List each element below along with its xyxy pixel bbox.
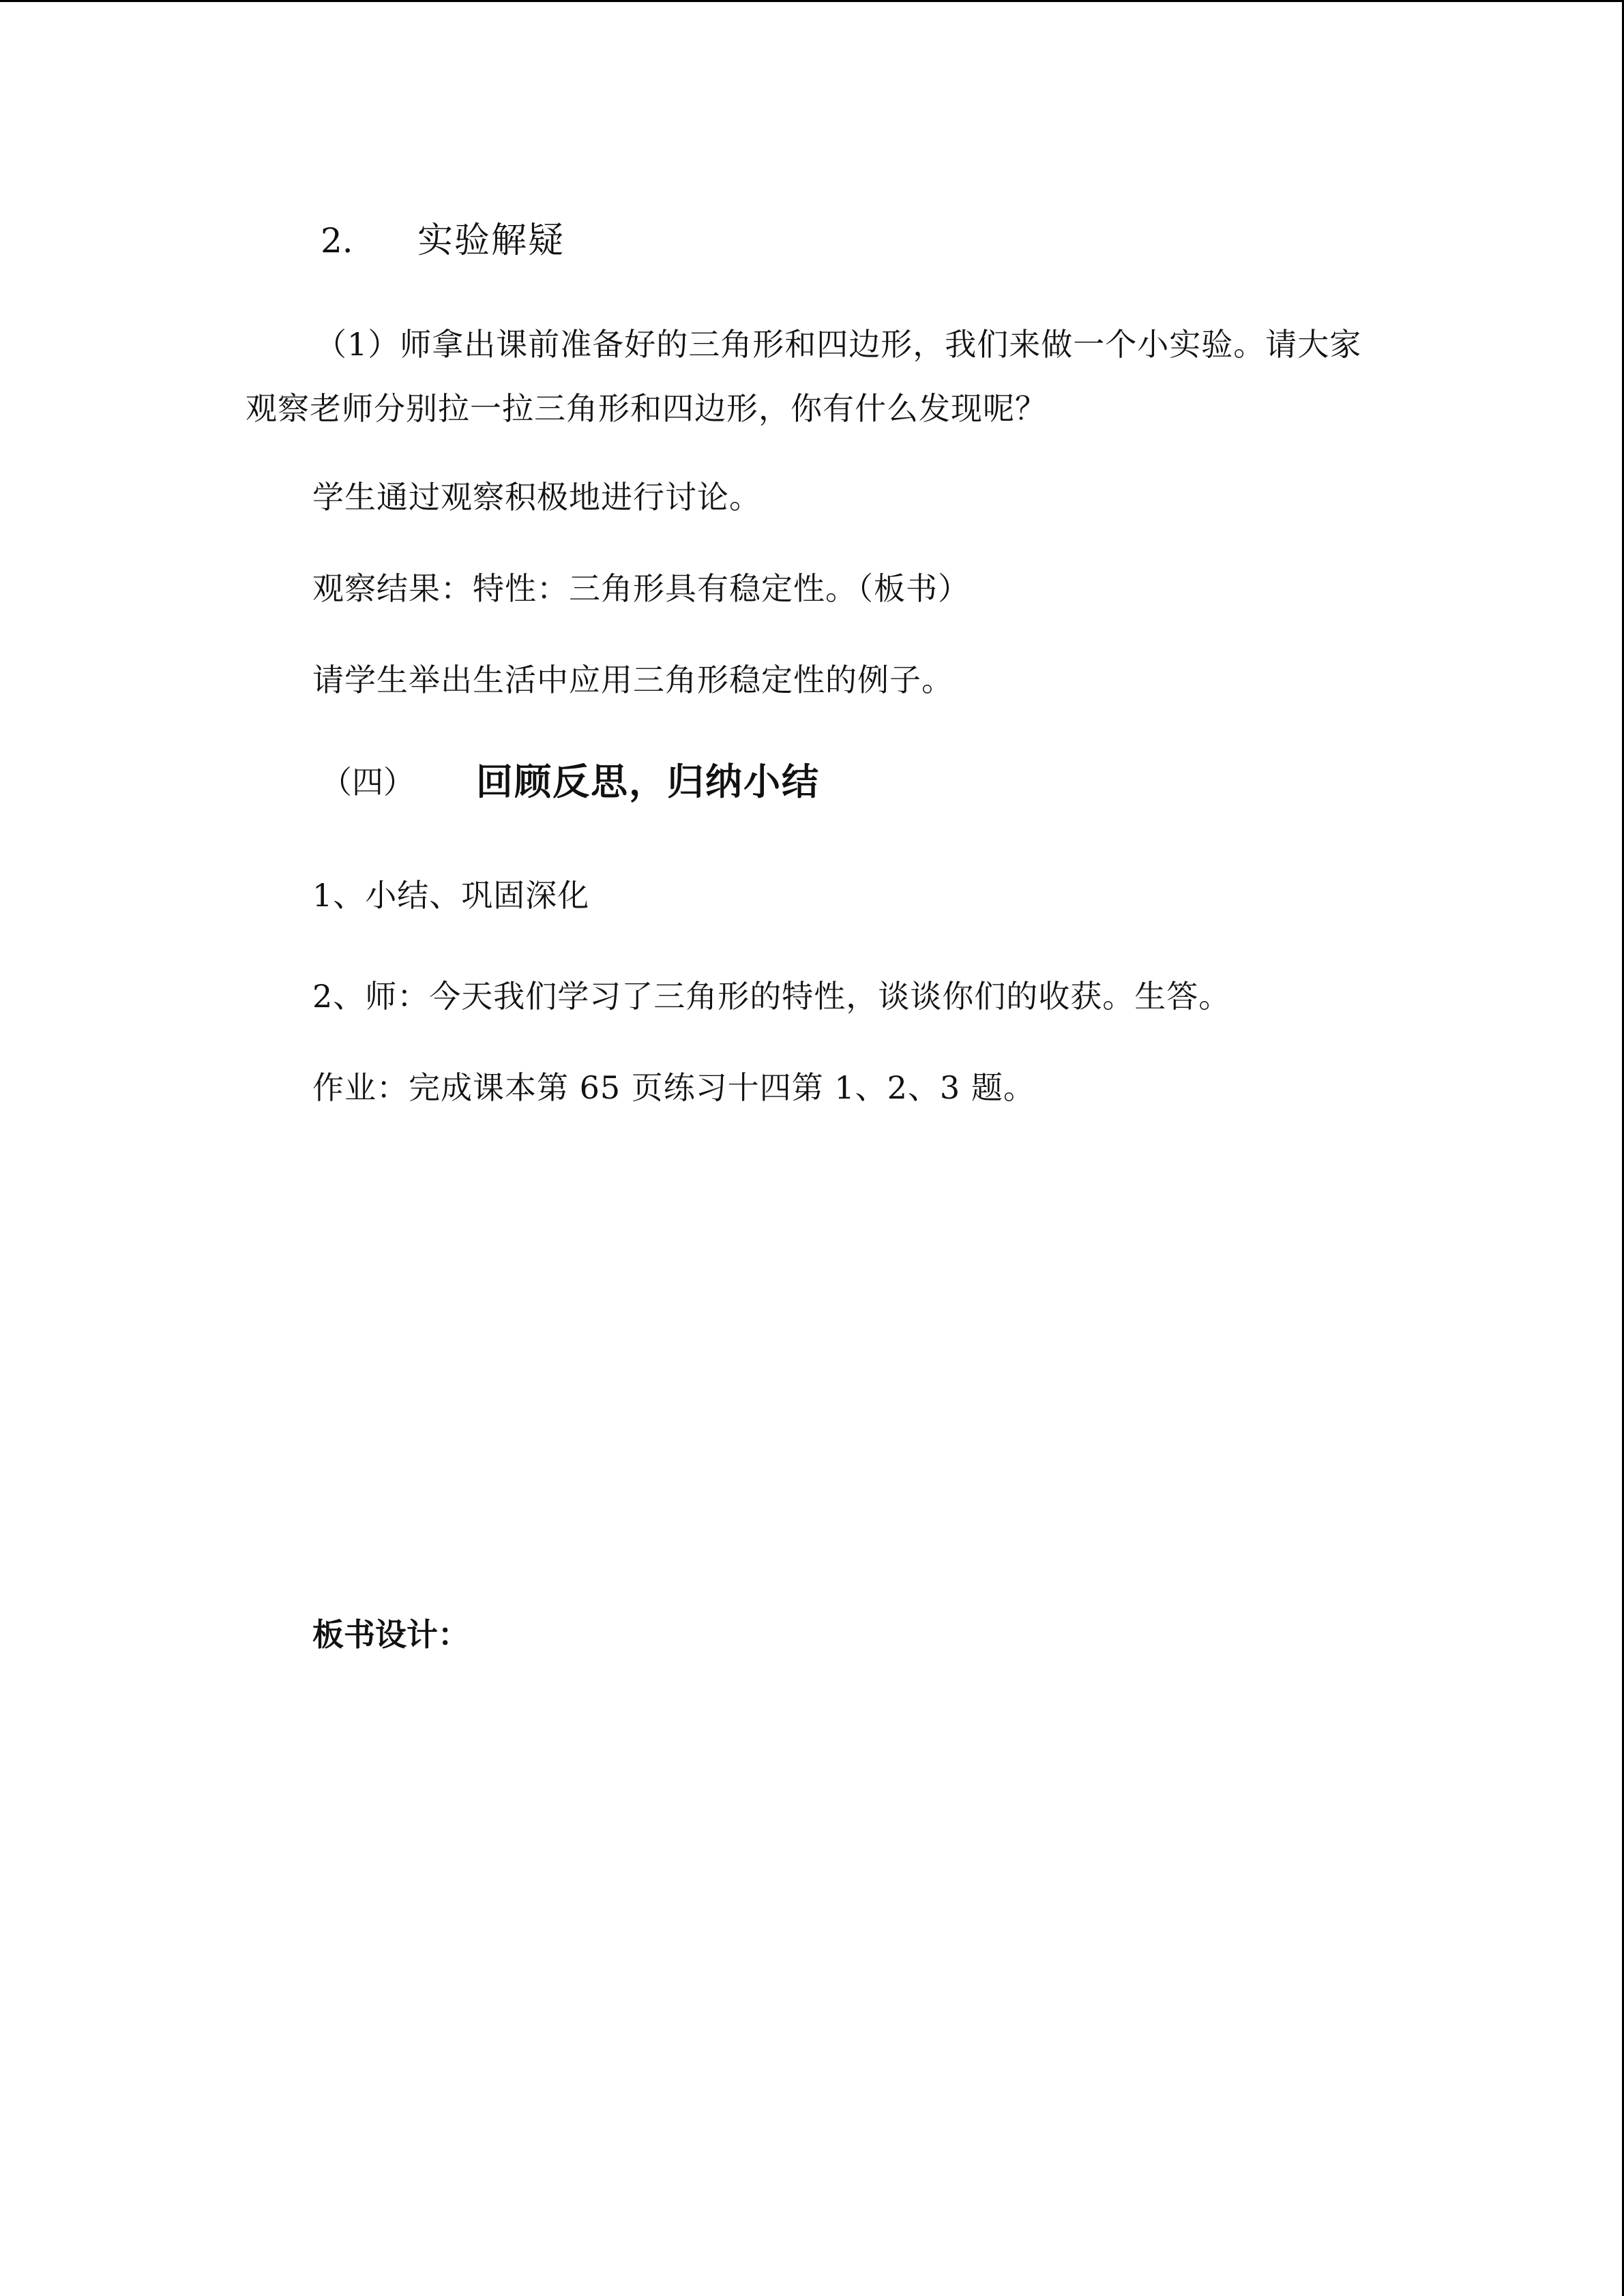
paragraph: 观察结果：特性：三角形具有稳定性。（板书） bbox=[312, 570, 970, 607]
paragraph: 请学生举出生活中应用三角形稳定性的例子。 bbox=[312, 661, 954, 698]
homework-line: 作业：完成课本第 65 页练习十四第 1、2、3 题。 bbox=[312, 1069, 1035, 1106]
section-number: 2. bbox=[321, 221, 353, 260]
paragraph: 学生通过观察积极地进行讨论。 bbox=[312, 479, 761, 516]
list-item: 2、师：今天我们学习了三角形的特性，谈谈你们的收获。生答。 bbox=[312, 978, 1231, 1015]
section-title: 实验解疑 bbox=[417, 220, 565, 261]
board-design-label: 板书设计： bbox=[312, 1616, 469, 1653]
paragraph-line: 观察老师分别拉一拉三角形和四边形，你有什么发现呢？ bbox=[246, 390, 1047, 427]
section-heading: 回顾反思，归纳小结 bbox=[476, 760, 820, 803]
section-label: （四） bbox=[321, 764, 415, 801]
paragraph-line: （1）师拿出课前准备好的三角形和四边形，我们来做一个小实验。请大家 bbox=[315, 326, 1362, 363]
list-item: 1、小结、巩固深化 bbox=[312, 877, 590, 914]
